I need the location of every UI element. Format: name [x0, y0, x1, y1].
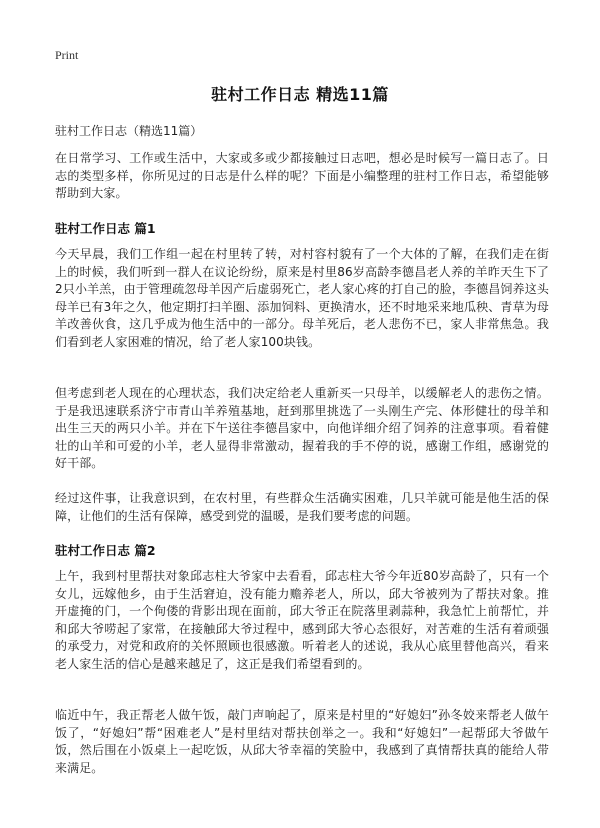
section-heading-2: 驻村工作日志 篇2 [55, 543, 156, 558]
section-1-paragraph-3: 经过这件事，让我意识到，在农村里，有些群众生活确实困难，几只羊就可能是他生活的保障，让他们的生活有保障，感受到党的温暖，是我们要考虑的问题。 [55, 491, 549, 523]
section-2-paragraph-1: 上午，我到村里帮扶对象邱志柱大爷家中去看看，邱志柱大爷今年近80岁高龄了，只有一个女儿，远嫁他乡，由于生活窘迫，没有能力赡养老人，所以，邱大爷被列为了帮扶对象。推开虚掩的门，一个佝偻的背影出现在面前，邱大爷正在院落里剥蒜种，我急忙上前帮忙，并和邱大爷唠起了家常，在接触邱大爷过程中，感到邱大爷心态很好，对苦难的生活有着顽强的承受力，对党和政府的关怀照顾也很感激。听着老人的述说，我从心底里替他高兴，看来老人家生活的信心是越来越足了，这正是我们希望看到的。 [55, 569, 549, 671]
section-2-paragraph-2: 临近中午，我正帮老人做午饭，敲门声响起了，原来是村里的“好媳妇”孙冬姣来帮老人做午饭了，“好媳妇”帮“困难老人”是村里结对帮扶创举之一。我和“好媳妇”一起帮邱大爷做午饭，然后围在小饭桌上一起吃饭，从邱大爷幸福的笑脸中，我感到了真情帮扶真的能给人带来满足。 [55, 708, 549, 775]
intro-paragraph: 在日常学习、工作或生活中，大家或多或少都接触过日志吧，想必是时候写一篇日志了。日志的类型多样，你所见过的日志是什么样的呢？下面是小编整理的驻村工作日志，希望能够帮助到大家。 [55, 151, 549, 200]
section-1-paragraph-1: 今天早晨，我们工作组一起在村里转了转，对村容村貌有了一个大体的了解，在我们走在街上的时候，我们听到一群人在议论纷纷，原来是村里86岁高龄李德昌老人养的羊昨天生下了2只小羊羔，由于管理疏忽母羊因产后虚弱死亡，老人家心疼的打自己的脸，李德昌饲养这头母羊已有3年之久，他定期打扫羊圈、添加饲料、更换清水，还不时地采来地瓜秧、青草为母羊改善伙食，这几乎成为他生活中的一部分。母羊死后，老人悲伤不已，家人非常焦急。我们看到老人家困难的情况，给了老人家100块钱。 [55, 247, 549, 349]
document-subtitle: 驻村工作日志（精选11篇） [55, 124, 203, 138]
document-title: 驻村工作日志 精选11篇 [211, 85, 389, 104]
section-1-paragraph-2: 但考虑到老人现在的心理状态，我们决定给老人重新买一只母羊，以缓解老人的悲伤之情。于是我迅速联系济宁市青山羊养殖基地，赶到那里挑选了一头刚生产完、体形健壮的母羊和出生三天的两只小羊。并在下午送往李德昌家中，向他详细介绍了饲养的注意事项。看着健壮的山羊和可爱的小羊，老人显得非常激动，握着我的手不停的说，感谢工作组，感谢党的好干部。 [55, 386, 549, 470]
section-heading-1: 驻村工作日志 篇1 [55, 221, 156, 236]
print-label[interactable]: Print [55, 48, 79, 62]
